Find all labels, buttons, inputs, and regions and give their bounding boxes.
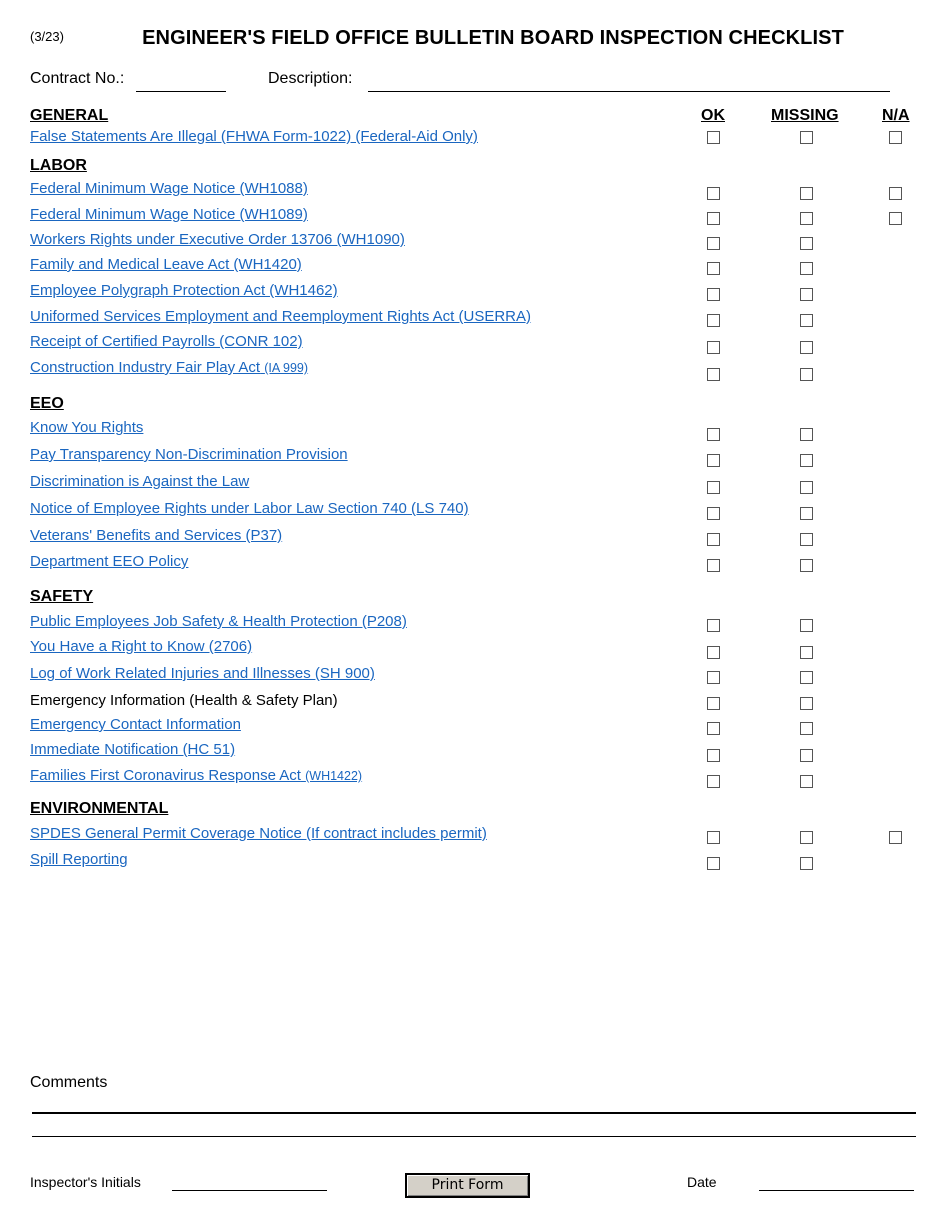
- item-wh1422[interactable]: [30, 767, 362, 784]
- item-p208[interactable]: Public Employees Job Safety & Health Protection (P208): [30, 613, 407, 630]
- checkbox-na[interactable]: [889, 131, 902, 144]
- item-ia999[interactable]: [30, 359, 308, 376]
- item-conr102[interactable]: Receipt of Certified Payrolls (CONR 102): [30, 333, 303, 350]
- checkbox-ok[interactable]: [707, 857, 720, 870]
- item-hc51[interactable]: Immediate Notification (HC 51): [30, 741, 236, 758]
- checkbox-ok[interactable]: [707, 749, 720, 762]
- item-false-statements[interactable]: False Statements Are Illegal (FHWA Form-1022) (Federal-Aid Only): [30, 128, 478, 145]
- checkbox-missing[interactable]: [800, 671, 813, 684]
- checkbox-missing[interactable]: [800, 507, 813, 520]
- checkbox-missing[interactable]: [800, 857, 813, 870]
- checkbox-missing[interactable]: [800, 341, 813, 354]
- checkbox-missing[interactable]: [800, 314, 813, 327]
- item-label: Construction Industry Fair Play Act: [30, 359, 261, 376]
- date-label: Date: [687, 1174, 717, 1190]
- item-eeo-policy[interactable]: Department EEO Policy: [30, 553, 189, 570]
- checkbox-missing[interactable]: [800, 454, 813, 467]
- page-title: ENGINEER'S FIELD OFFICE BULLETIN BOARD INSPECTION CHECKLIST: [142, 27, 844, 49]
- checkbox-na[interactable]: [889, 831, 902, 844]
- checkbox-missing[interactable]: [800, 481, 813, 494]
- item-spill-reporting[interactable]: Spill Reporting: [30, 851, 128, 868]
- column-na: N/A: [882, 107, 910, 124]
- checkbox-missing[interactable]: [800, 428, 813, 441]
- item-ls740[interactable]: Notice of Employee Rights under Labor Law Section 740 (LS 740): [30, 500, 469, 517]
- checkbox-ok[interactable]: [707, 237, 720, 250]
- item-code: (WH1422): [305, 769, 363, 783]
- item-code: (IA 999): [264, 361, 309, 375]
- section-environmental: ENVIRONMENTAL: [30, 800, 169, 817]
- item-emergency-info: Emergency Information (Health & Safety Plan): [30, 692, 338, 709]
- checkbox-ok[interactable]: [707, 831, 720, 844]
- contract-label: Contract No.:: [30, 70, 125, 87]
- item-wh1090[interactable]: Workers Rights under Executive Order 13706 (WH1090): [30, 231, 405, 248]
- checkbox-ok[interactable]: [707, 507, 720, 520]
- checkbox-ok[interactable]: [707, 314, 720, 327]
- checkbox-missing[interactable]: [800, 368, 813, 381]
- item-wh1462[interactable]: Employee Polygraph Protection Act (WH1462): [30, 282, 338, 299]
- checkbox-ok[interactable]: [707, 341, 720, 354]
- item-discrimination[interactable]: Discrimination is Against the Law: [30, 473, 250, 490]
- checkbox-ok[interactable]: [707, 697, 720, 710]
- checkbox-ok[interactable]: [707, 646, 720, 659]
- checkbox-ok[interactable]: [707, 368, 720, 381]
- comments-line-1[interactable]: [32, 1112, 916, 1114]
- item-p37[interactable]: Veterans' Benefits and Services (P37): [30, 527, 283, 544]
- item-wh1420[interactable]: Family and Medical Leave Act (WH1420): [30, 256, 302, 273]
- checkbox-ok[interactable]: [707, 131, 720, 144]
- revision-date: (3/23): [30, 29, 64, 44]
- item-know-your-rights[interactable]: Know You Rights: [30, 419, 144, 436]
- checkbox-ok[interactable]: [707, 288, 720, 301]
- item-userra[interactable]: Uniformed Services Employment and Reemployment Rights Act (USERRA): [30, 308, 532, 325]
- checkbox-ok[interactable]: [707, 187, 720, 200]
- checkbox-missing[interactable]: [800, 619, 813, 632]
- item-wh1089[interactable]: Federal Minimum Wage Notice (WH1089): [30, 206, 308, 223]
- checkbox-ok[interactable]: [707, 722, 720, 735]
- checkbox-na[interactable]: [889, 212, 902, 225]
- checkbox-missing[interactable]: [800, 722, 813, 735]
- contract-number-field[interactable]: [136, 91, 226, 92]
- description-label: Description:: [268, 70, 353, 87]
- checkbox-ok[interactable]: [707, 533, 720, 546]
- comments-line-2[interactable]: [32, 1136, 916, 1137]
- print-form-button[interactable]: Print Form: [405, 1173, 530, 1198]
- checkbox-missing[interactable]: [800, 646, 813, 659]
- checkbox-missing[interactable]: [800, 697, 813, 710]
- checkbox-ok[interactable]: [707, 262, 720, 275]
- column-missing: MISSING: [771, 107, 839, 124]
- checkbox-missing[interactable]: [800, 775, 813, 788]
- item-emergency-contact[interactable]: Emergency Contact Information: [30, 716, 241, 733]
- checkbox-ok[interactable]: [707, 428, 720, 441]
- checkbox-ok[interactable]: [707, 671, 720, 684]
- date-field[interactable]: [759, 1190, 914, 1191]
- initials-label: Inspector's Initials: [30, 1174, 141, 1190]
- item-sh900[interactable]: Log of Work Related Injuries and Illnesses (SH 900): [30, 665, 375, 682]
- checkbox-missing[interactable]: [800, 559, 813, 572]
- section-eeo: EEO: [30, 395, 64, 412]
- checkbox-ok[interactable]: [707, 619, 720, 632]
- checkbox-ok[interactable]: [707, 775, 720, 788]
- checkbox-missing[interactable]: [800, 749, 813, 762]
- checkbox-missing[interactable]: [800, 131, 813, 144]
- item-label: Families First Coronavirus Response Act: [30, 767, 301, 784]
- checkbox-ok[interactable]: [707, 559, 720, 572]
- checkbox-ok[interactable]: [707, 212, 720, 225]
- description-field[interactable]: [368, 91, 890, 92]
- checkbox-missing[interactable]: [800, 533, 813, 546]
- checkbox-missing[interactable]: [800, 237, 813, 250]
- checkbox-missing[interactable]: [800, 262, 813, 275]
- checkbox-ok[interactable]: [707, 454, 720, 467]
- item-2706[interactable]: You Have a Right to Know (2706): [30, 638, 253, 655]
- section-general: GENERAL: [30, 107, 109, 124]
- checkbox-missing[interactable]: [800, 831, 813, 844]
- checkbox-ok[interactable]: [707, 481, 720, 494]
- checkbox-missing[interactable]: [800, 212, 813, 225]
- section-labor: LABOR: [30, 157, 87, 174]
- comments-label: Comments: [30, 1074, 108, 1091]
- initials-field[interactable]: [172, 1190, 327, 1191]
- section-safety: SAFETY: [30, 588, 94, 605]
- checkbox-missing[interactable]: [800, 288, 813, 301]
- checkbox-missing[interactable]: [800, 187, 813, 200]
- item-wh1088[interactable]: Federal Minimum Wage Notice (WH1088): [30, 180, 308, 197]
- item-spdes[interactable]: SPDES General Permit Coverage Notice (If contract includes permit): [30, 825, 487, 842]
- item-pay-transparency[interactable]: Pay Transparency Non-Discrimination Provision: [30, 446, 348, 463]
- checkbox-na[interactable]: [889, 187, 902, 200]
- column-ok: OK: [701, 107, 725, 124]
